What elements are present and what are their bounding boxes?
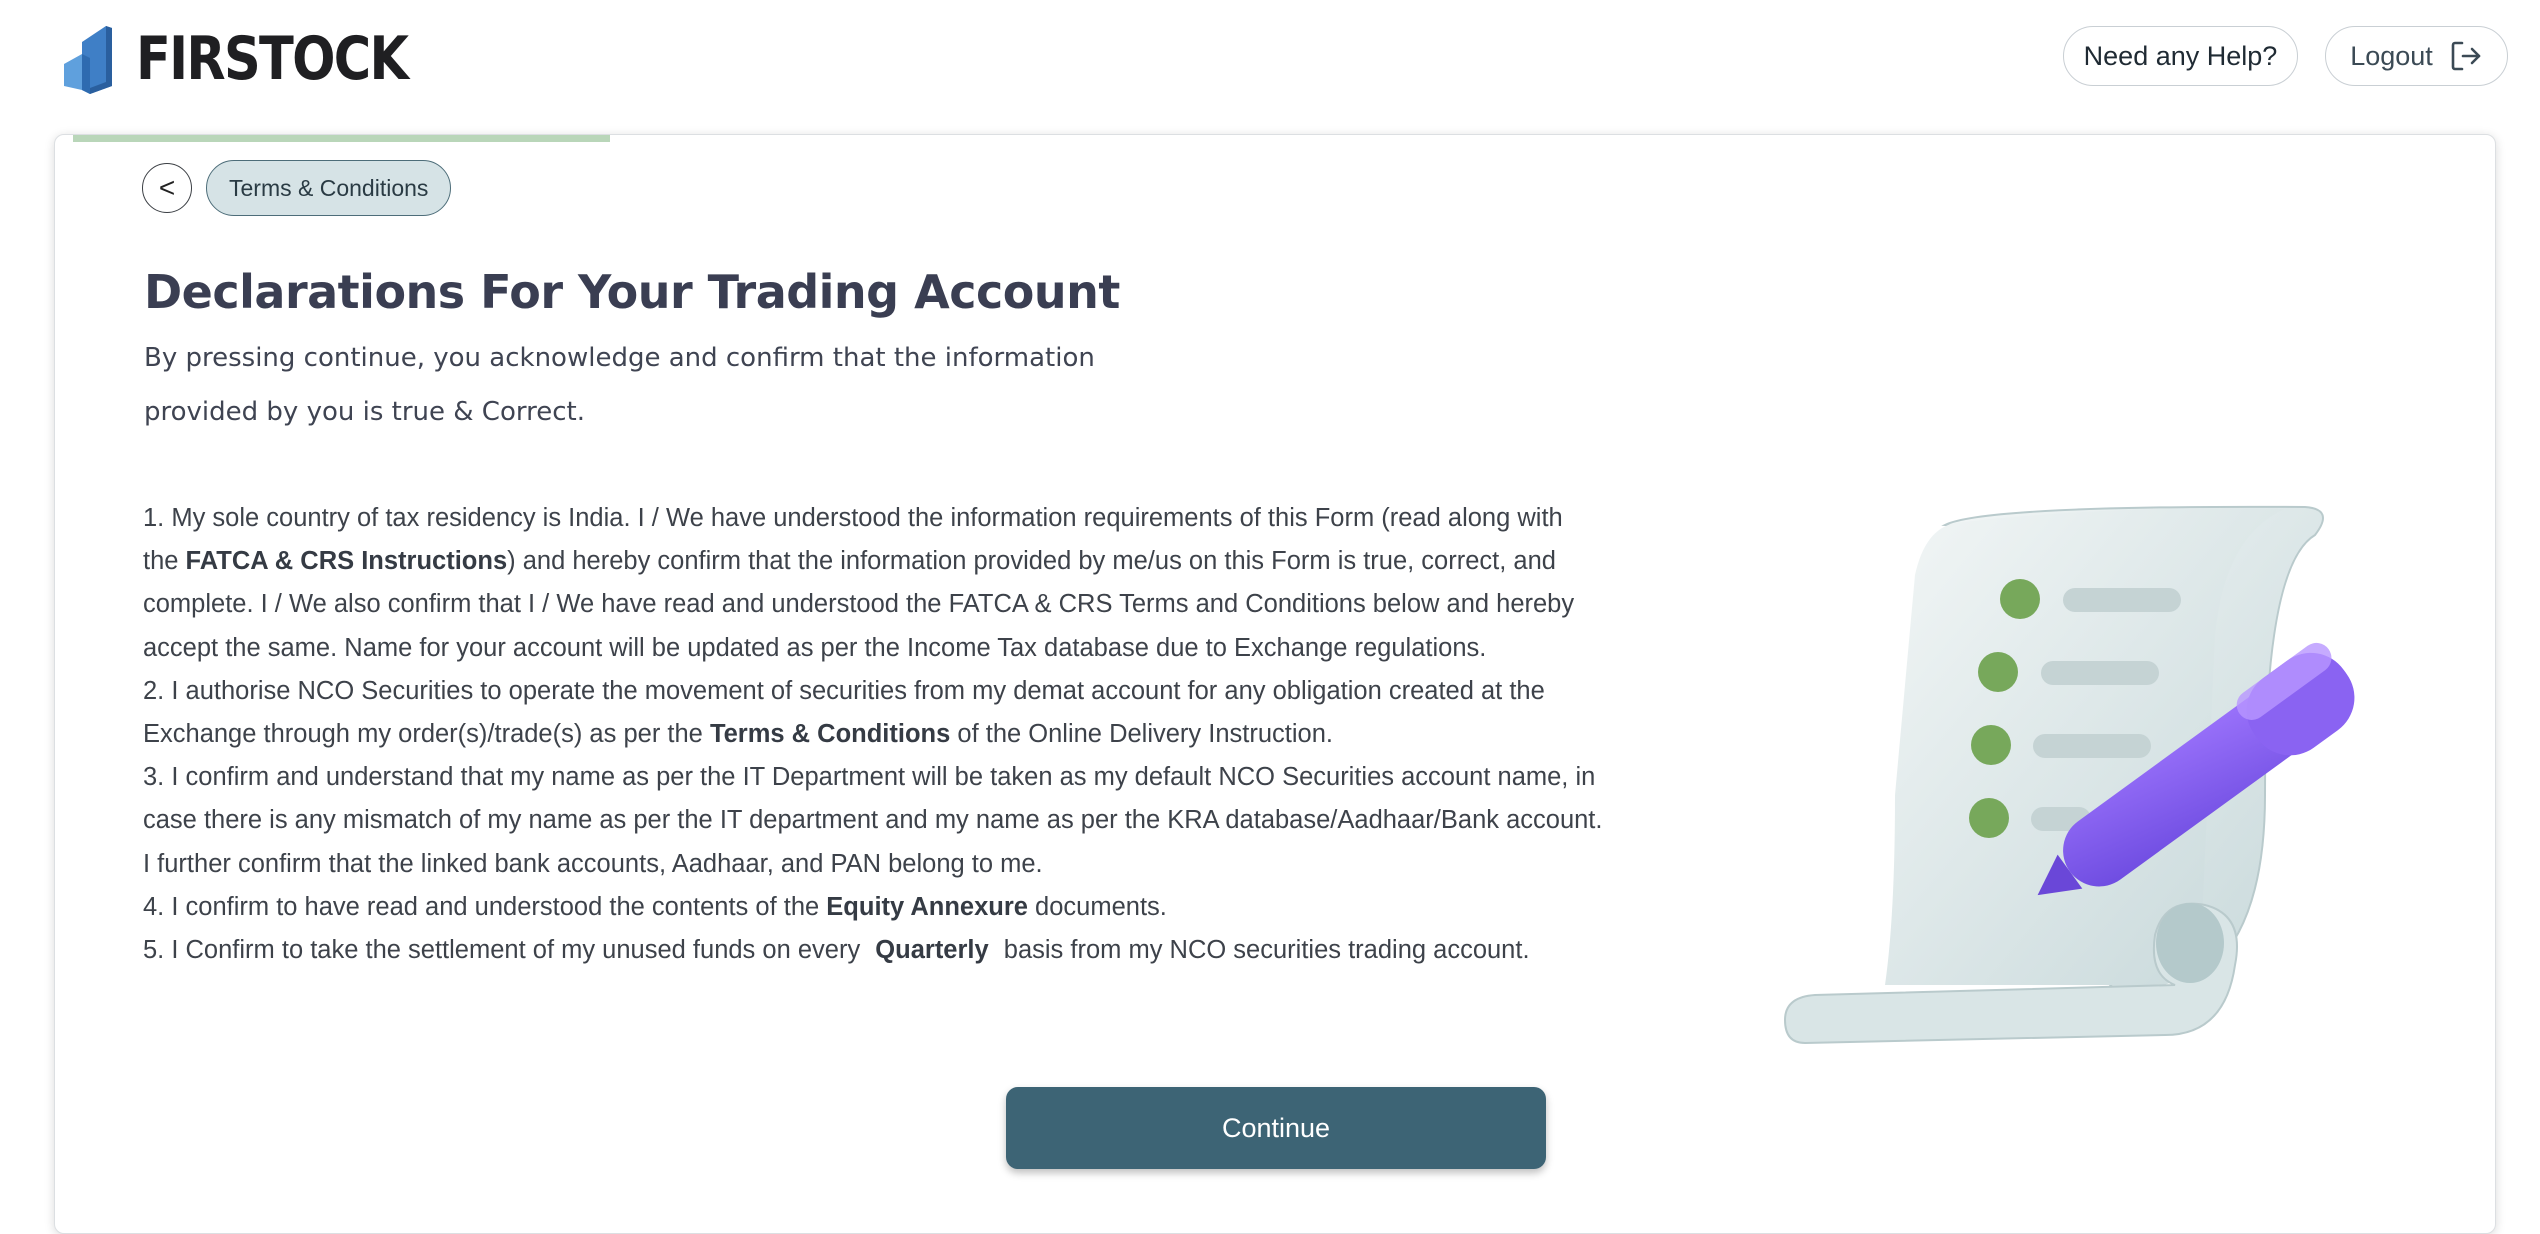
declaration-item-5: 5. I Confirm to take the settlement of my unused funds on every Quarterly basis from my NCO securities trading account.	[143, 936, 1530, 965]
subtitle-line-2: provided by you is true & Correct.	[144, 397, 585, 427]
logout-button[interactable]	[2325, 26, 2508, 86]
logout-button-label: Logout	[2350, 40, 2433, 71]
declaration-item-1: 1. My sole country of tax residency is India. I / We have understood the information requirements of this Form (read along with the FATCA & CRS Instructions) and hereby confirm that the information provided by me/us on this Form is true, correct, and complete. I / We also confirm that I / We have read and understood the FATCA & CRS Terms and Conditions below and hereby accept the same. Name for your account will be updated as per the Income Tax database due to Exchange regulations.	[143, 504, 1575, 662]
continue-button-label: Continue	[1221, 1112, 1331, 1143]
declaration-item-2: 2. I authorise NCO Securities to operate the movement of securities from my demat account for any obligation created at the Exchange through my order(s)/trade(s) as per the Terms & Conditions of the Online Delivery Instruction.	[143, 676, 1545, 749]
progress-bar	[73, 135, 610, 142]
brand-name: FIRSTOCK	[136, 24, 408, 94]
settlement-frequency-select[interactable]: Quarterly	[875, 936, 989, 965]
declarations-list	[143, 497, 1603, 972]
declaration-card	[54, 134, 2496, 1234]
help-button-label: Need any Help?	[2083, 40, 2278, 71]
logout-icon	[2449, 39, 2483, 73]
terms-conditions-link[interactable]: Terms & Conditions	[709, 720, 951, 749]
brand-logo	[62, 24, 455, 94]
back-chevron-icon: <	[158, 172, 176, 203]
declaration-item-4: 4. I confirm to have read and understood the contents of the Equity Annexure documents.	[143, 892, 1167, 921]
firstock-logo-icon	[62, 24, 114, 94]
page-title: Declarations For Your Trading Account	[144, 265, 1120, 319]
declaration-item-3: 3. I confirm and understand that my name as per the IT Department will be taken as my default NCO Securities account name, in case there is any mismatch of my name as per the IT department and my name as per the KRA database/Aadhaar/Bank account. I further confirm that the linked bank accounts, Aadhaar, and PAN belong to me.	[143, 763, 1603, 878]
subtitle-line-1: By pressing continue, you acknowledge and confirm that the information	[144, 343, 1095, 373]
breadcrumb-terms-conditions[interactable]	[206, 160, 451, 216]
document-pen-illustration	[1745, 495, 2485, 1055]
continue-button[interactable]	[1006, 1087, 1546, 1169]
fatca-crs-instructions-link[interactable]: FATCA & CRS Instructions	[185, 547, 508, 576]
page-subtitle	[144, 331, 1144, 439]
back-button[interactable]	[142, 163, 192, 213]
help-button[interactable]	[2063, 26, 2298, 86]
equity-annexure-link[interactable]: Equity Annexure	[826, 892, 1028, 921]
breadcrumb-label: Terms & Conditions	[229, 174, 429, 201]
